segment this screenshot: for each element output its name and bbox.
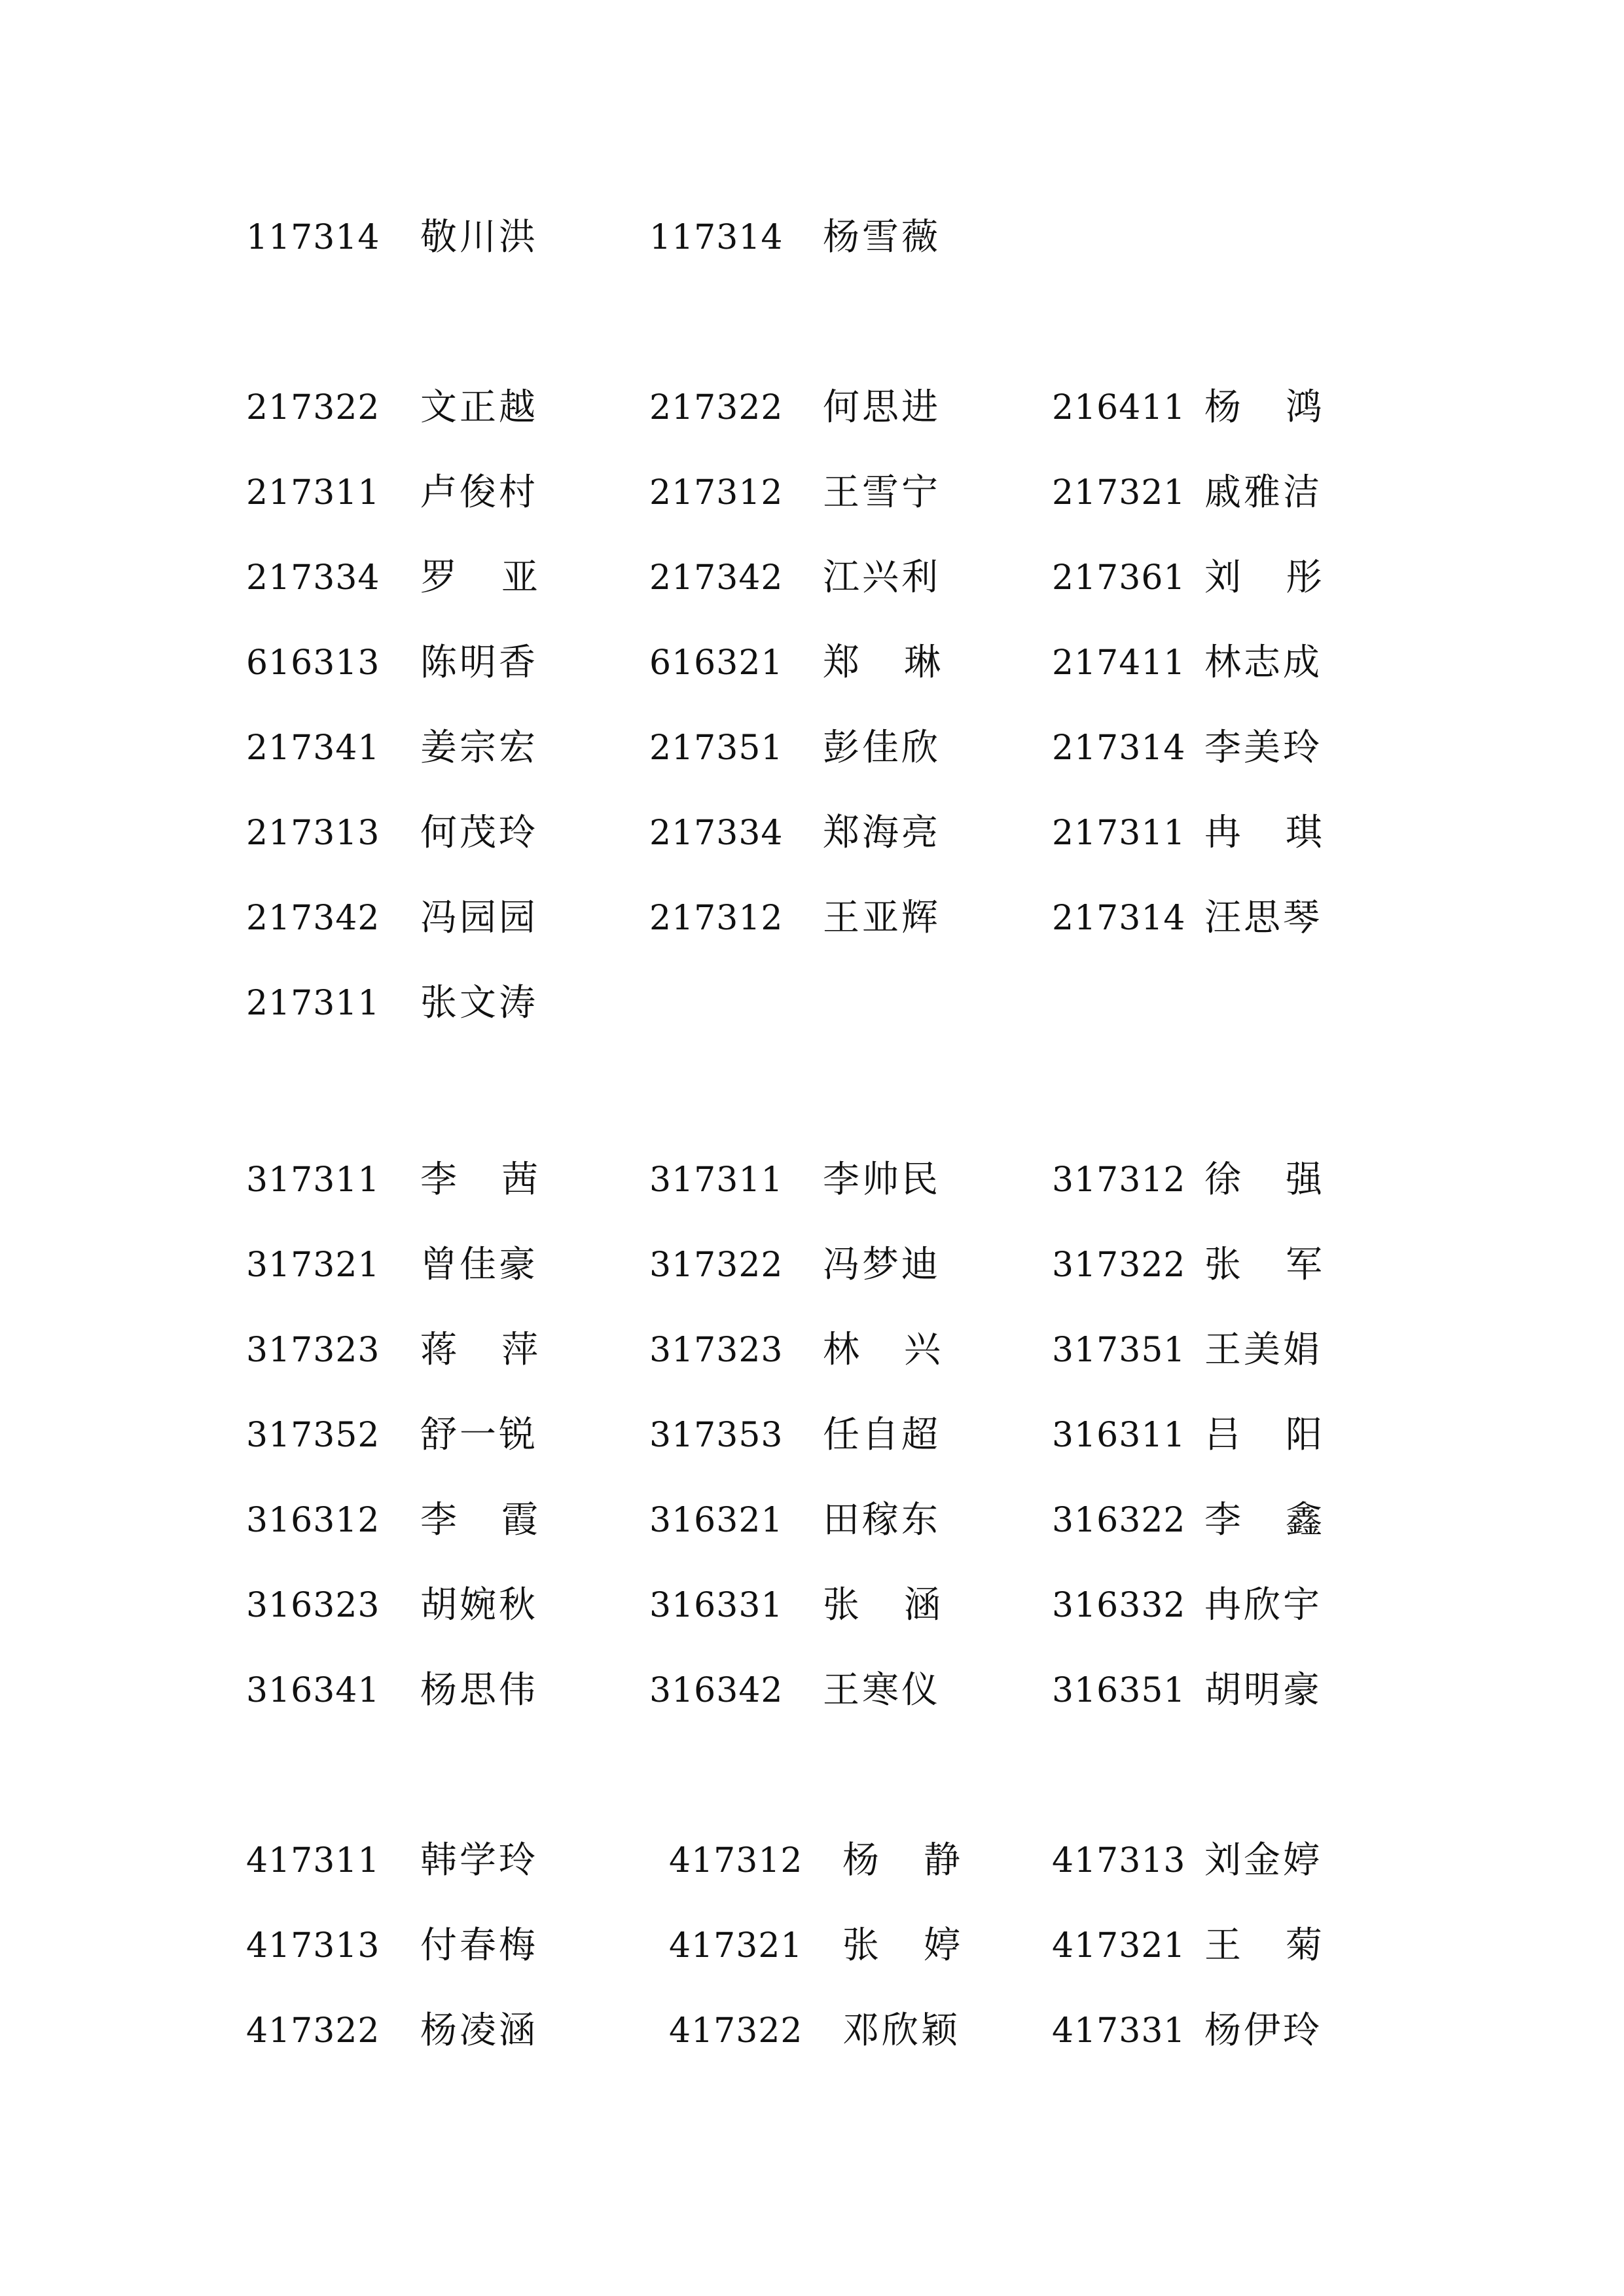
- student-name: 李美玲: [1204, 726, 1322, 769]
- student-name: [842, 1835, 960, 1887]
- student-code: 316332: [1052, 1586, 1186, 1625]
- student-name: 杨思伟: [420, 1669, 538, 1712]
- student-code: 417312: [669, 1841, 803, 1880]
- student-code: 217314: [1052, 728, 1186, 768]
- student-name: 任自超: [823, 1414, 941, 1456]
- name-char: 涵: [904, 1584, 941, 1626]
- roster-row: [0, 211, 1624, 264]
- roster-row: [0, 722, 1624, 774]
- student-code: 317323: [246, 1331, 380, 1370]
- roster-row: [0, 1324, 1624, 1376]
- name-char: 强: [1286, 1158, 1322, 1201]
- name-char: 冉: [1204, 812, 1241, 854]
- name-char: 蒋: [420, 1329, 457, 1371]
- student-code: 217312: [649, 473, 784, 512]
- student-code: 316311: [1052, 1416, 1186, 1455]
- name-char: 阳: [1286, 1414, 1322, 1456]
- student-code: 117314: [649, 218, 784, 257]
- name-char: 婷: [924, 1924, 960, 1967]
- student-code: 417313: [246, 1926, 380, 1965]
- student-name: [1204, 1494, 1322, 1547]
- name-char: 琳: [904, 641, 941, 684]
- roster-row: [0, 977, 1624, 1030]
- student-code: 217361: [1052, 558, 1186, 598]
- student-name: 冯梦迪: [823, 1244, 941, 1286]
- roster-row: [0, 1920, 1624, 1972]
- student-code: 316312: [246, 1501, 380, 1540]
- student-name: 敬川洪: [420, 216, 538, 259]
- name-char: 彤: [1286, 556, 1322, 599]
- student-name: 田稼东: [823, 1499, 941, 1541]
- student-name: 郑海亮: [823, 812, 941, 854]
- name-char: 菊: [1286, 1924, 1322, 1967]
- student-name: 何思进: [823, 386, 941, 429]
- student-code: 317351: [1052, 1331, 1186, 1370]
- roster-row: [0, 1409, 1624, 1462]
- student-code: 217342: [246, 899, 380, 938]
- student-code: 217321: [1052, 473, 1186, 512]
- student-name: [823, 1579, 941, 1632]
- roster-row: [0, 382, 1624, 434]
- student-code: 316321: [649, 1501, 784, 1540]
- student-code: 316323: [246, 1586, 380, 1625]
- student-name: 戚雅洁: [1204, 471, 1322, 514]
- student-code: 117314: [246, 218, 380, 257]
- student-name: 刘金婷: [1204, 1839, 1322, 1882]
- roster-row: [0, 1154, 1624, 1206]
- roster-row: [0, 807, 1624, 859]
- student-code: 417321: [669, 1926, 803, 1965]
- student-code: 317322: [649, 1246, 784, 1285]
- student-code: 316342: [649, 1671, 784, 1710]
- name-char: 亚: [501, 556, 538, 599]
- student-name: [1204, 1920, 1322, 1972]
- student-name: 付春梅: [420, 1924, 538, 1967]
- student-name: [1204, 1154, 1322, 1206]
- name-char: 军: [1286, 1244, 1322, 1286]
- student-name: 杨雪薇: [823, 216, 941, 259]
- student-name: [1204, 552, 1322, 604]
- student-name: 胡婉秋: [420, 1584, 538, 1626]
- student-name: [1204, 1239, 1322, 1291]
- student-code: 417321: [1052, 1926, 1186, 1965]
- student-code: 317322: [1052, 1246, 1186, 1285]
- roster-row: [0, 637, 1624, 689]
- roster-row: [0, 1494, 1624, 1547]
- student-name: [1204, 382, 1322, 434]
- student-name: [420, 1324, 538, 1376]
- roster-row: [0, 1239, 1624, 1291]
- roster-row: [0, 892, 1624, 944]
- name-char: 李: [1204, 1499, 1241, 1541]
- student-name: 张文涛: [420, 982, 538, 1024]
- student-code: 217334: [246, 558, 380, 598]
- student-name: 王美娟: [1204, 1329, 1322, 1371]
- student-code: 616321: [649, 643, 784, 683]
- name-char: 鸿: [1286, 386, 1322, 429]
- student-code: 317323: [649, 1331, 784, 1370]
- student-name: 文正越: [420, 386, 538, 429]
- student-name: 彭佳欣: [823, 726, 941, 769]
- name-char: 郑: [823, 641, 859, 684]
- student-name: 杨伊玲: [1204, 2009, 1322, 2052]
- name-char: 张: [1204, 1244, 1241, 1286]
- name-char: 霞: [501, 1499, 538, 1541]
- student-name: 王寒仪: [823, 1669, 941, 1712]
- student-code: 317311: [649, 1160, 784, 1200]
- student-name: 卢俊村: [420, 471, 538, 514]
- name-char: 萍: [501, 1329, 538, 1371]
- name-char: 刘: [1204, 556, 1241, 599]
- student-code: 317312: [1052, 1160, 1186, 1200]
- student-name: 杨凌涵: [420, 2009, 538, 2052]
- student-code: 217322: [246, 388, 380, 427]
- roster-row: [0, 2005, 1624, 2057]
- student-code: 417313: [1052, 1841, 1186, 1880]
- student-code: 217351: [649, 728, 784, 768]
- roster-row: [0, 467, 1624, 519]
- name-char: 王: [1204, 1924, 1241, 1967]
- student-name: 何茂玲: [420, 812, 538, 854]
- student-name: 姜宗宏: [420, 726, 538, 769]
- name-char: 杨: [842, 1839, 879, 1882]
- student-code: 217312: [649, 899, 784, 938]
- student-name: [420, 1494, 538, 1547]
- student-name: 陈明香: [420, 641, 538, 684]
- student-code: 317352: [246, 1416, 380, 1455]
- name-char: 罗: [420, 556, 457, 599]
- student-name: [823, 637, 941, 689]
- student-name: [842, 1920, 960, 1972]
- student-name: 韩学玲: [420, 1839, 538, 1882]
- name-char: 静: [924, 1839, 960, 1882]
- student-name: [823, 1324, 941, 1376]
- name-char: 徐: [1204, 1158, 1241, 1201]
- student-code: 317321: [246, 1246, 380, 1285]
- student-code: 217342: [649, 558, 784, 598]
- student-code: 217411: [1052, 643, 1186, 683]
- name-char: 吕: [1204, 1414, 1241, 1456]
- name-char: 杨: [1204, 386, 1241, 429]
- student-name: 胡明豪: [1204, 1669, 1322, 1712]
- student-code: 417311: [246, 1841, 380, 1880]
- student-code: 217313: [246, 814, 380, 853]
- student-code: 216411: [1052, 388, 1186, 427]
- student-name: 李帅民: [823, 1158, 941, 1201]
- roster-row: [0, 552, 1624, 604]
- student-name: [420, 1154, 538, 1206]
- name-char: 兴: [904, 1329, 941, 1371]
- student-name: 舒一锐: [420, 1414, 538, 1456]
- student-name: 邓欣颖: [842, 2009, 960, 2052]
- student-code: 317353: [649, 1416, 784, 1455]
- student-code: 316331: [649, 1586, 784, 1625]
- student-name: 汪思琴: [1204, 897, 1322, 939]
- name-char: 李: [420, 1499, 457, 1541]
- student-code: 217334: [649, 814, 784, 853]
- student-name: [420, 552, 538, 604]
- student-code: 217311: [246, 984, 380, 1023]
- student-code: 317311: [246, 1160, 380, 1200]
- name-char: 鑫: [1286, 1499, 1322, 1541]
- student-code: 316322: [1052, 1501, 1186, 1540]
- student-code: 217311: [246, 473, 380, 512]
- student-code: 417322: [246, 2011, 380, 2051]
- roster-row: [0, 1579, 1624, 1632]
- student-name: 冉欣宇: [1204, 1584, 1322, 1626]
- student-code: 217322: [649, 388, 784, 427]
- student-name: 冯园园: [420, 897, 538, 939]
- name-char: 张: [823, 1584, 859, 1626]
- student-code: 217314: [1052, 899, 1186, 938]
- name-char: 林: [823, 1329, 859, 1371]
- name-char: 张: [842, 1924, 879, 1967]
- student-name: [1204, 807, 1322, 859]
- student-code: 616313: [246, 643, 380, 683]
- student-code: 316341: [246, 1671, 380, 1710]
- student-name: 王雪宁: [823, 471, 941, 514]
- student-name: 林志成: [1204, 641, 1322, 684]
- roster-row: [0, 1664, 1624, 1717]
- student-code: 217311: [1052, 814, 1186, 853]
- student-code: 417331: [1052, 2011, 1186, 2051]
- name-char: 茜: [501, 1158, 538, 1201]
- student-code: 316351: [1052, 1671, 1186, 1710]
- student-name: 曾佳豪: [420, 1244, 538, 1286]
- student-name: [1204, 1409, 1322, 1462]
- student-code: 417322: [669, 2011, 803, 2051]
- name-char: 李: [420, 1158, 457, 1201]
- roster-row: [0, 1835, 1624, 1887]
- name-char: 琪: [1286, 812, 1322, 854]
- student-name: 江兴利: [823, 556, 941, 599]
- student-code: 217341: [246, 728, 380, 768]
- student-name: 王亚辉: [823, 897, 941, 939]
